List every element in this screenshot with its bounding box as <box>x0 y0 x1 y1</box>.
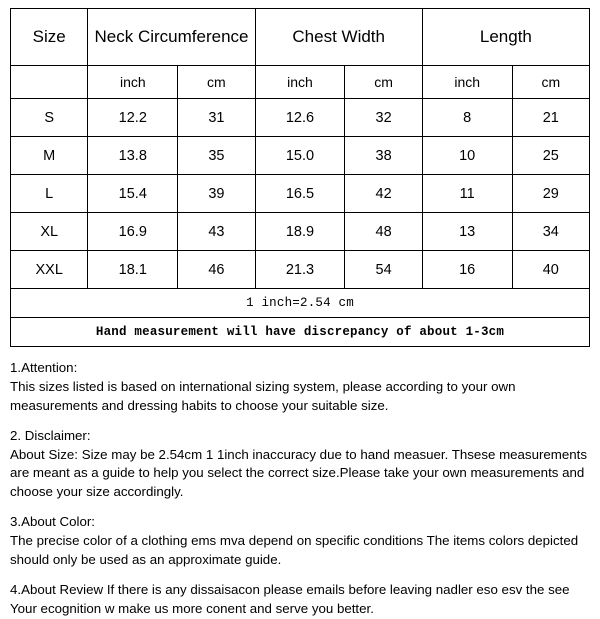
note-attention-body: This sizes listed is based on international sizing system, please according to your own measurements and dressing habits to choose your suitable size. <box>10 378 516 413</box>
row-size-label: M <box>11 137 88 175</box>
table-row <box>11 99 590 137</box>
cell-neck-inch: 15.4 <box>88 175 178 213</box>
note-attention-heading: 1.Attention: <box>10 360 78 375</box>
cell-chest-cm: 54 <box>345 251 422 289</box>
cell-length-cm: 40 <box>512 251 589 289</box>
note-about-color <box>10 513 590 570</box>
note-about-review-heading: 4.About Review <box>10 581 104 597</box>
table-row <box>11 213 590 251</box>
row-size-label: XXL <box>11 251 88 289</box>
row-size-label: XL <box>11 213 88 251</box>
cell-neck-inch: 18.1 <box>88 251 178 289</box>
cell-length-inch: 10 <box>422 137 512 175</box>
cell-neck-cm: 43 <box>178 213 255 251</box>
note-about-color-heading: 3.About Color: <box>10 514 96 530</box>
row-size-label: S <box>11 99 88 137</box>
note-disclaimer-body: About Size: Size may be 2.54cm 1 1inch inaccuracy due to hand measuer. Thsese measurements are meant as a guide to help you select the correct size.Please take your own measurements and choose your size accordingly. <box>10 446 588 500</box>
size-chart-table <box>10 8 590 347</box>
header-size: Size <box>11 9 88 66</box>
note-disclaimer <box>10 427 590 503</box>
unit-spacer <box>11 66 88 99</box>
note-disclaimer-heading: 2. Disclaimer: <box>10 427 91 443</box>
cell-length-cm: 21 <box>512 99 589 137</box>
cell-neck-inch: 16.9 <box>88 213 178 251</box>
cell-neck-cm: 31 <box>178 99 255 137</box>
unit-length-inch: inch <box>422 66 512 99</box>
cell-chest-cm: 38 <box>345 137 422 175</box>
note-about-color-body: The precise color of a clothing ems mva depend on specific conditions The items colors depicted should only be used as an approximate guide. <box>10 533 579 567</box>
cell-chest-inch: 16.5 <box>255 175 345 213</box>
cell-chest-inch: 21.3 <box>255 251 345 289</box>
row-size-label: L <box>11 175 88 213</box>
cell-length-inch: 16 <box>422 251 512 289</box>
table-row <box>11 137 590 175</box>
unit-length-cm: cm <box>512 66 589 99</box>
footnote-discrepancy: Hand measurement will have discrepancy of about 1-3cm <box>11 318 590 347</box>
unit-chest-cm: cm <box>345 66 422 99</box>
unit-neck-cm: cm <box>178 66 255 99</box>
cell-chest-inch: 18.9 <box>255 213 345 251</box>
note-about-review-body: If there is any dissaisacon please emails before leaving nadler eso esv the see Your ecognition w make us more conent and serve you better. <box>10 581 570 616</box>
header-chest-width: Chest Width <box>255 9 422 66</box>
cell-neck-cm: 46 <box>178 251 255 289</box>
table-footnote-discrepancy-row <box>11 318 590 347</box>
cell-length-inch: 13 <box>422 213 512 251</box>
cell-neck-cm: 39 <box>178 175 255 213</box>
cell-length-cm: 29 <box>512 175 589 213</box>
note-attention <box>10 359 590 416</box>
unit-chest-inch: inch <box>255 66 345 99</box>
cell-length-cm: 34 <box>512 213 589 251</box>
notes-section <box>10 359 590 619</box>
cell-length-inch: 11 <box>422 175 512 213</box>
footnote-conversion: 1 inch=2.54 cm <box>11 289 590 318</box>
table-header-row <box>11 9 590 66</box>
table-footnote-conversion-row <box>11 289 590 318</box>
cell-chest-cm: 48 <box>345 213 422 251</box>
table-units-row <box>11 66 590 99</box>
header-neck-circumference: Neck Circumference <box>88 9 255 66</box>
cell-length-inch: 8 <box>422 99 512 137</box>
table-row <box>11 251 590 289</box>
cell-neck-inch: 13.8 <box>88 137 178 175</box>
cell-chest-cm: 42 <box>345 175 422 213</box>
cell-neck-cm: 35 <box>178 137 255 175</box>
cell-chest-cm: 32 <box>345 99 422 137</box>
cell-neck-inch: 12.2 <box>88 99 178 137</box>
table-row <box>11 175 590 213</box>
cell-chest-inch: 12.6 <box>255 99 345 137</box>
unit-neck-inch: inch <box>88 66 178 99</box>
header-length: Length <box>422 9 589 66</box>
cell-length-cm: 25 <box>512 137 589 175</box>
cell-chest-inch: 15.0 <box>255 137 345 175</box>
